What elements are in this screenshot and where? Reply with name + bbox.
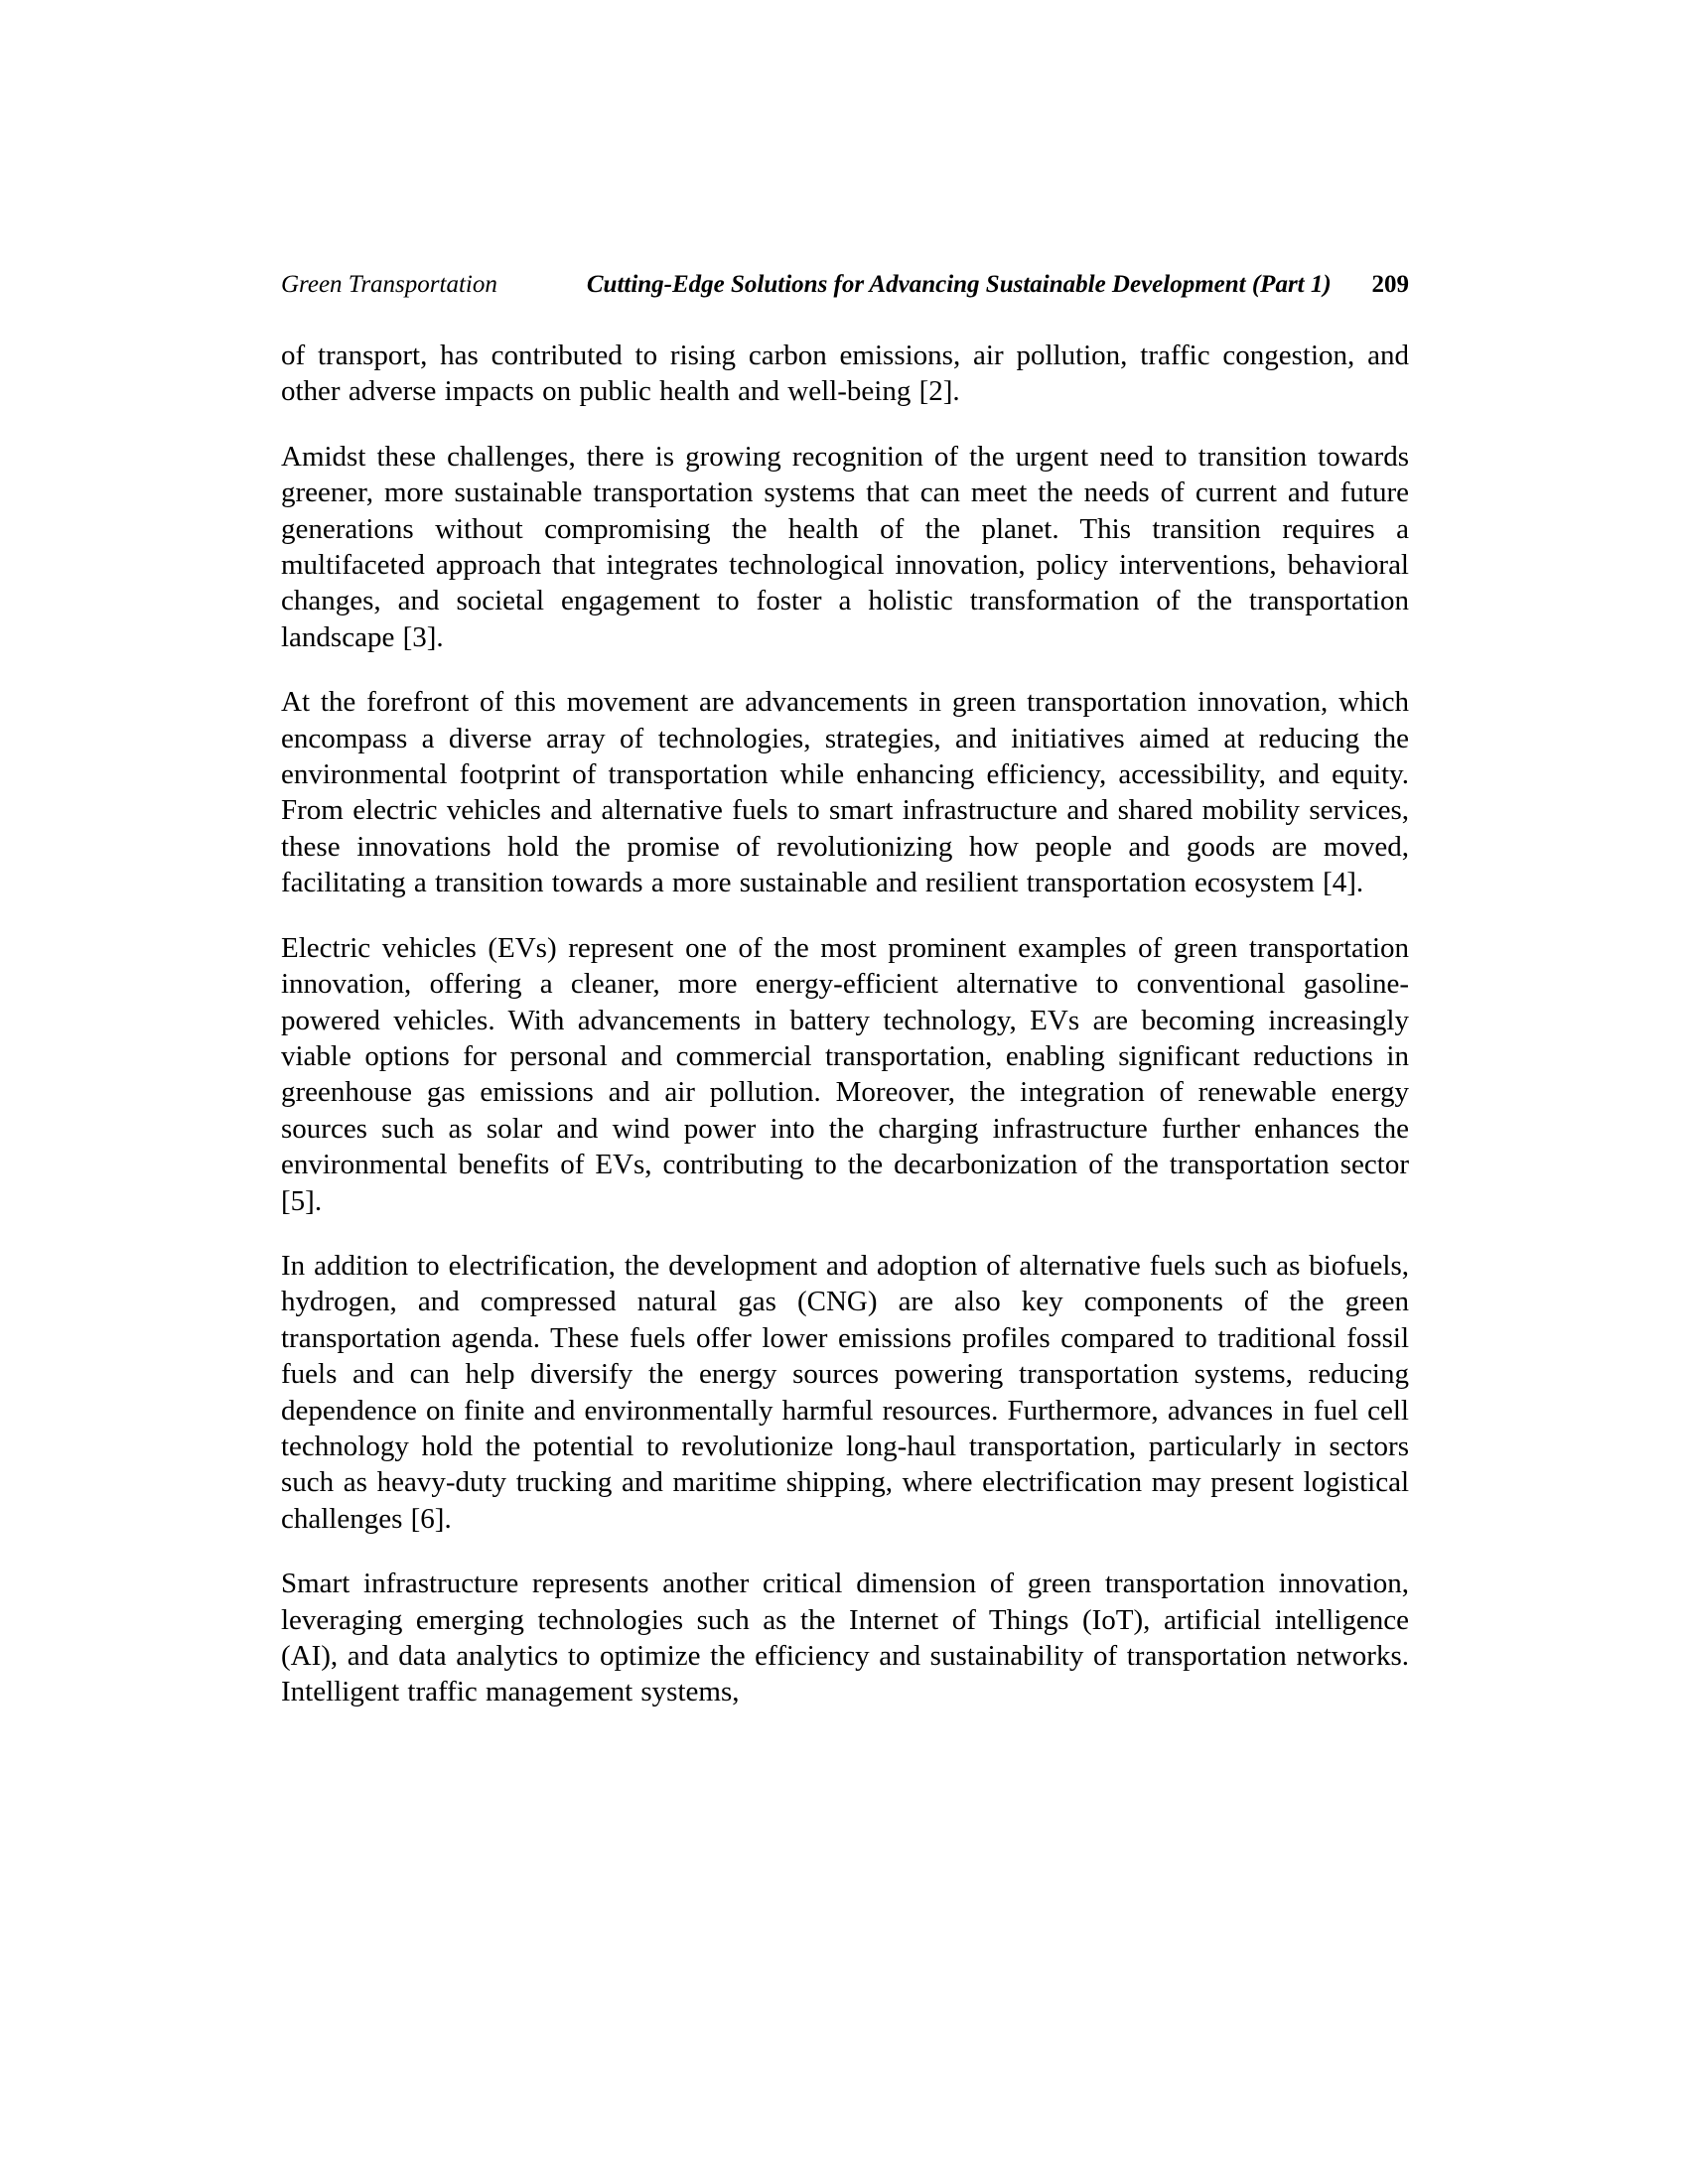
- paragraph: In addition to electrification, the development and adoption of alternative fuels such as biofuels, hydrogen, and compressed natural gas (CNG) are also key components of the green transportation agenda. These fuels offer lower emissions profiles compared to traditional fossil fuels and can help diversify the energy sources powering transportation systems, reducing dependence on finite and environmentally harmful resources. Furthermore, advances in fuel cell technology hold the potential to revolutionize long-haul transportation, particularly in sectors such as heavy-duty trucking and maritime shipping, where electrification may present logistical challenges [6].: [281, 1249, 1409, 1535]
- paragraph: Electric vehicles (EVs) represent one of the most prominent examples of green transportation innovation, offering a cleaner, more energy-efficient alternative to conventional gasoline-powered vehicles. With advancements in battery technology, EVs are becoming increasingly viable options for personal and commercial transportation, enabling significant reductions in greenhouse gas emissions and air pollution. Moreover, the integration of renewable energy sources such as solar and wind power into the charging infrastructure further enhances the environmental benefits of EVs, contributing to the decarbonization of the transportation sector [5].: [281, 931, 1409, 1217]
- body-text: [281, 338, 1409, 1710]
- paragraph: At the forefront of this movement are advancements in green transportation innovation, which encompass a diverse array of technologies, strategies, and initiatives aimed at reducing the environmental footprint of transportation while enhancing efficiency, accessibility, and equity. From electric vehicles and alternative fuels to smart infrastructure and shared mobility services, these innovations hold the promise of revolutionizing how people and goods are moved, facilitating a transition towards a more sustainable and resilient transportation ecosystem [4].: [281, 686, 1409, 899]
- header-page-number: 209: [1371, 271, 1409, 298]
- header-book-title: Green Transportation: [281, 271, 497, 298]
- document-page: [281, 270, 1409, 1710]
- running-header: [281, 270, 1409, 300]
- paragraph: Smart infrastructure represents another critical dimension of green transportation innovation, leveraging emerging technologies such as the Internet of Things (IoT), artificial intelligence (AI), and data analytics to optimize the efficiency and sustainability of transportation networks. Intelligent traffic management systems,: [281, 1568, 1409, 1708]
- header-chapter-title: Cutting-Edge Solutions for Advancing Sustainable Development (Part 1): [586, 271, 1332, 298]
- paragraph: of transport, has contributed to rising carbon emissions, air pollution, traffic congestion, and other adverse impacts on public health and well-being [2].: [281, 340, 1409, 408]
- paragraph: Amidst these challenges, there is growing recognition of the urgent need to transition towards greener, more sustainable transportation systems that can meet the needs of current and future generations without compromising the health of the planet. This transition requires a multifaceted approach that integrates technological innovation, policy interventions, behavioral changes, and societal engagement to foster a holistic transformation of the transportation landscape [3].: [281, 440, 1409, 653]
